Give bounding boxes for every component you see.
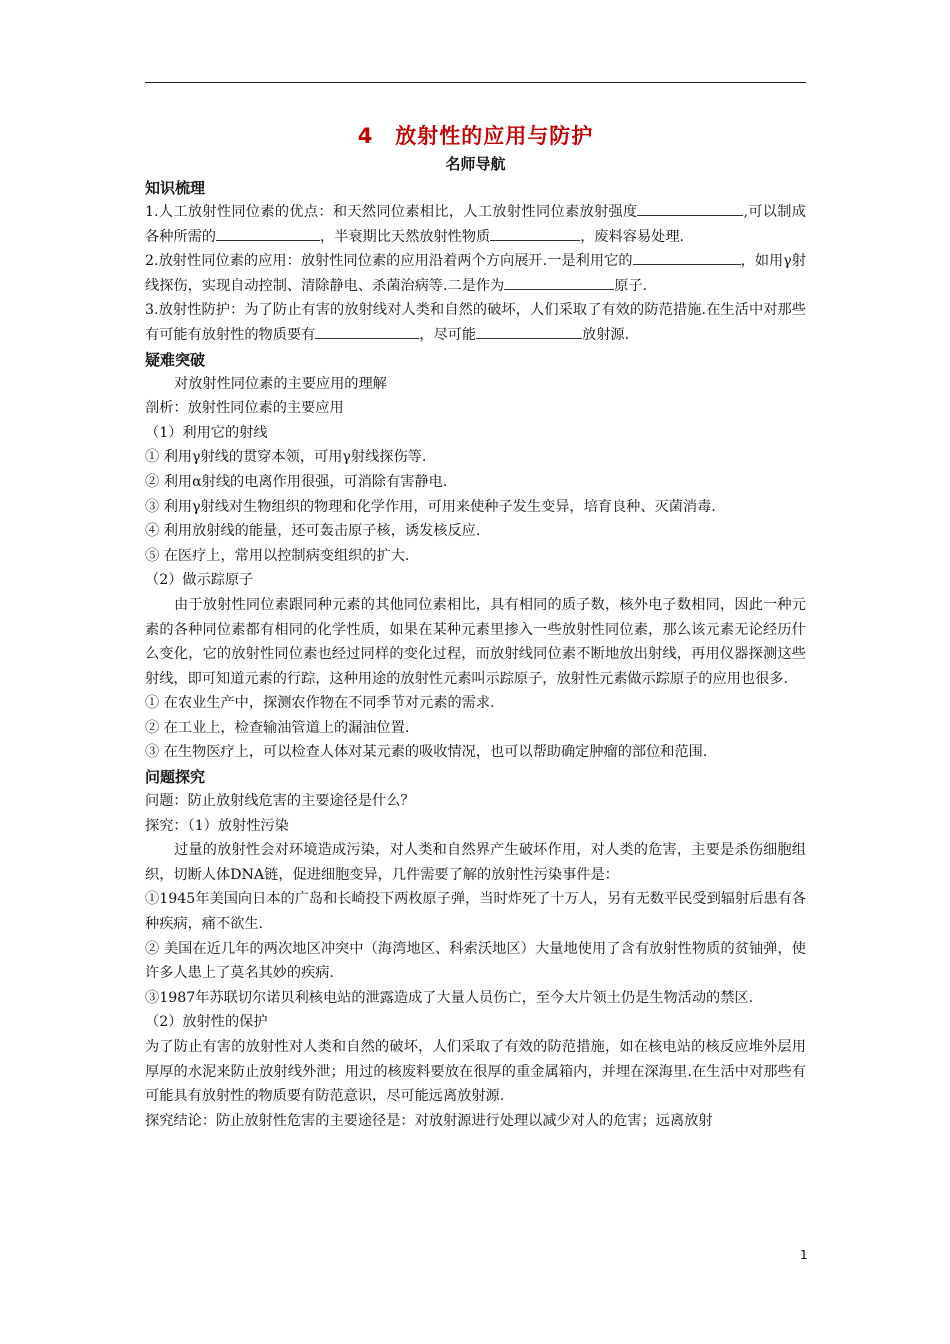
analysis-line: 剖析：放射性同位素的主要应用 — [145, 400, 344, 417]
section-heading-difficulties: 疑难突破 — [145, 350, 206, 369]
document-body — [145, 120, 806, 1133]
blank-line — [733, 201, 743, 216]
list-item: ① 在农业生产中，探测农作物在不同季节对元素的需求. — [145, 695, 495, 712]
pollution-paragraph: 过量的放射性会对环境造成污染，对人类和自然界产生破坏作用，对人类的危害，主要是杀伤细胞组织，切断人体DNA链，促进细胞变异，几件需要了解的放射性污染事件是： — [145, 842, 806, 883]
protection-paragraph: 为了防止有害的放射性对人类和自然的破坏，人们采取了有效的防范措施，如在核电站的核反应堆外层用厚厚的水泥来防止放射线外泄；用过的核废料要放在很厚的重金属箱内，并埋在深海里.在生活中对那些有可能具有放射性的物质要有防范意识，尽可能远离放射源. — [145, 1039, 806, 1105]
text-span: ，尽可能 — [419, 326, 477, 343]
subheading-protection: （2）放射性的保护 — [145, 1014, 268, 1031]
text-span: ，废料容易处理. — [580, 228, 685, 245]
section-heading-knowledge: 知识梳理 — [145, 179, 206, 197]
text-span: 3.放射性防护：为了防止有害的放射线对人类和自然的破坏，人们采取了有效的防范措施.在生活中对那些有可能有放射性的物质要有 — [145, 302, 806, 343]
list-item: ② 利用α射线的电离作用很强，可消除有害静电. — [145, 473, 448, 490]
paragraph-1 — [145, 200, 806, 249]
list-item: ⑤ 在医疗上，常用以控制病变组织的扩大. — [145, 547, 410, 564]
list-item: ② 美国在近几年的两次地区冲突中（海湾地区、科索沃地区）大量地使用了含有放射性物质的贫铀弹，使许多人患上了莫名其妙的疾病. — [145, 940, 806, 982]
subheading-rays: （1）利用它的射线 — [145, 424, 268, 441]
blank-line — [504, 275, 614, 290]
blank-line — [216, 226, 320, 241]
text-span: 原子. — [614, 277, 648, 294]
page-number: 1 — [800, 1248, 808, 1262]
paragraph-3 — [145, 298, 806, 347]
list-item: ① 利用γ射线的贯穿本领，可用γ射线探伤等. — [145, 449, 427, 466]
tracer-paragraph: 由于放射性同位素跟同种元素的其他同位素相比，具有相同的质子数，核外电子数相同，因此一种元素的各种同位素都有相同的化学性质，如果在某种元素里掺入一些放射性同位素，那么该元素无论经历什么变化，它的放射性同位素也经过同样的变化过程，而放射线同位素不断地放出射线，再用仪器探测这些射线，即可知道元素的行踪，这种用途的放射性元素叫示踪原子，放射性元素做示踪原子的应用也很多. — [145, 596, 806, 687]
paragraph-2 — [145, 249, 806, 298]
document-title: 4 放射性的应用与防护 — [357, 124, 594, 148]
text-span: 放射源. — [582, 326, 630, 343]
text-span: ，半衰期比天然放射性物质 — [319, 228, 491, 245]
explore-line: 探究：（1）放射性污染 — [145, 817, 289, 834]
blank-line — [315, 324, 419, 339]
section-heading-inquiry: 问题探究 — [145, 768, 206, 787]
blank-line — [633, 250, 713, 265]
document-subtitle: 名师导航 — [445, 155, 506, 173]
list-item: ③ 在生物医疗上，可以检查人体对某元素的吸收情况，也可以帮助确定肿瘤的部位和范围. — [145, 744, 708, 761]
text-span: ,可以制成各种所需的 — [145, 204, 806, 245]
list-item: ② 在工业上，检查输油管道上的漏油位置. — [145, 719, 410, 736]
list-item: ③ 利用γ射线对生物组织的物理和化学作用，可用来使种子发生变异，培育良种、灭菌消毒. — [145, 498, 716, 515]
text-span: 2.放射性同位素的应用：放射性同位素的应用沿着两个方向展开.一是利用它的 — [145, 253, 633, 270]
blank-line — [476, 324, 582, 339]
conclusion-line: 探究结论：防止放射性危害的主要途径是：对放射源进行处理以减少对人的危害；远离放射 — [145, 1112, 713, 1129]
subheading-tracer: （2）做示踪原子 — [145, 572, 254, 589]
blank-line — [713, 250, 741, 265]
text-span: 1.人工放射性同位素的优点：和天然同位素相比，人工放射性同位素放射强度 — [145, 204, 638, 220]
list-item: ①1945年美国向日本的广岛和长崎投下两枚原子弹，当时炸死了十万人，另有无数平民受到辐射后患有各种疾病，痛不欲生. — [145, 891, 806, 933]
blank-line — [490, 226, 580, 241]
question-line: 问题：防止放射线危害的主要途径是什么？ — [145, 793, 415, 810]
blank-line — [637, 201, 733, 216]
topic-line: 对放射性同位素的主要应用的理解 — [174, 375, 387, 392]
header-rule — [145, 82, 806, 83]
list-item: ③1987年苏联切尔诺贝利核电站的泄露造成了大量人员伤亡，至今大片领土仍是生物活动的禁区. — [145, 989, 754, 1006]
list-item: ④ 利用放射线的能量，还可轰击原子核，诱发核反应. — [145, 523, 481, 540]
text-span: ，如用γ射线探伤，实现自动控制、清除静电、杀菌治病等.二是作为 — [145, 253, 806, 294]
